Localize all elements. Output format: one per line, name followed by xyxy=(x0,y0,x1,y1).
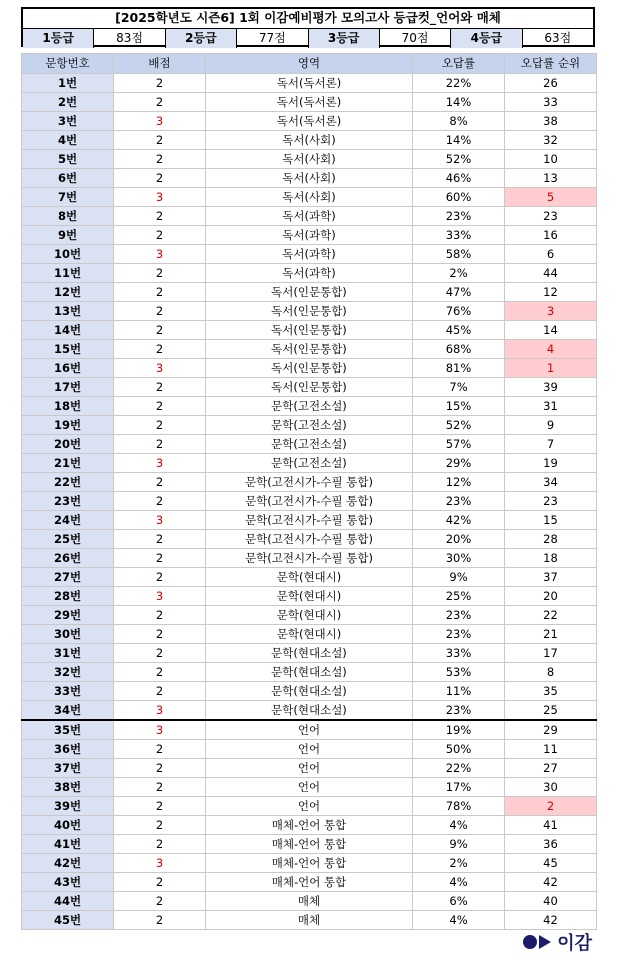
points-cell: 2 xyxy=(114,759,206,778)
question-number: 20번 xyxy=(22,435,114,454)
question-number: 2번 xyxy=(22,93,114,112)
points-cell: 2 xyxy=(114,492,206,511)
wrong-rank-cell: 10 xyxy=(505,150,597,169)
table-row xyxy=(22,207,597,226)
table-row xyxy=(22,892,597,911)
points-cell: 2 xyxy=(114,340,206,359)
table-row xyxy=(22,188,597,207)
points-cell: 2 xyxy=(114,797,206,816)
points-cell: 3 xyxy=(114,587,206,606)
egam-logo-icon xyxy=(523,935,551,949)
points-cell: 3 xyxy=(114,701,206,721)
wrong-rank-cell: 44 xyxy=(505,264,597,283)
wrong-rate-cell: 23% xyxy=(413,701,505,721)
area-cell: 문학(현대시) xyxy=(206,568,413,587)
wrong-rate-cell: 15% xyxy=(413,397,505,416)
wrong-rank-cell: 41 xyxy=(505,816,597,835)
wrong-rank-cell: 33 xyxy=(505,93,597,112)
wrong-rank-cell: 30 xyxy=(505,778,597,797)
question-number: 42번 xyxy=(22,854,114,873)
points-cell: 3 xyxy=(114,511,206,530)
area-cell: 문학(고전소설) xyxy=(206,454,413,473)
wrong-rate-cell: 12% xyxy=(413,473,505,492)
table-row xyxy=(22,492,597,511)
wrong-rate-cell: 14% xyxy=(413,131,505,150)
area-cell: 독서(사회) xyxy=(206,169,413,188)
points-cell: 2 xyxy=(114,835,206,854)
area-cell: 독서(과학) xyxy=(206,226,413,245)
wrong-rate-cell: 78% xyxy=(413,797,505,816)
question-number: 4번 xyxy=(22,131,114,150)
wrong-rank-cell: 8 xyxy=(505,663,597,682)
question-number: 32번 xyxy=(22,663,114,682)
col-header-wrong-rank: 오답률 순위 xyxy=(505,54,597,74)
table-row xyxy=(22,435,597,454)
area-cell: 문학(고전시가-수필 통합) xyxy=(206,492,413,511)
table-row xyxy=(22,720,597,740)
question-number: 6번 xyxy=(22,169,114,188)
area-cell: 언어 xyxy=(206,720,413,740)
points-cell: 2 xyxy=(114,682,206,701)
wrong-rank-cell: 36 xyxy=(505,835,597,854)
grade-label: 4등급 xyxy=(451,29,522,48)
table-row xyxy=(22,530,597,549)
area-cell: 문학(현대시) xyxy=(206,606,413,625)
wrong-rate-cell: 81% xyxy=(413,359,505,378)
points-cell: 2 xyxy=(114,530,206,549)
area-cell: 매체-언어 통합 xyxy=(206,816,413,835)
question-number: 18번 xyxy=(22,397,114,416)
wrong-rank-cell: 2 xyxy=(505,797,597,816)
col-header-wrong-rate: 오답률 xyxy=(413,54,505,74)
table-row xyxy=(22,245,597,264)
table-row xyxy=(22,359,597,378)
points-cell: 2 xyxy=(114,131,206,150)
question-number: 39번 xyxy=(22,797,114,816)
question-number: 22번 xyxy=(22,473,114,492)
grade-score: 77점 xyxy=(237,29,308,48)
wrong-rate-cell: 33% xyxy=(413,644,505,663)
wrong-rate-cell: 60% xyxy=(413,188,505,207)
wrong-rate-cell: 47% xyxy=(413,283,505,302)
area-cell: 독서(과학) xyxy=(206,207,413,226)
table-row xyxy=(22,321,597,340)
wrong-rate-cell: 11% xyxy=(413,682,505,701)
question-number: 23번 xyxy=(22,492,114,511)
wrong-rate-cell: 2% xyxy=(413,264,505,283)
table-row xyxy=(22,378,597,397)
wrong-rank-cell: 45 xyxy=(505,854,597,873)
table-row xyxy=(22,283,597,302)
area-cell: 독서(독서론) xyxy=(206,93,413,112)
question-table xyxy=(21,53,597,930)
area-cell: 문학(현대시) xyxy=(206,587,413,606)
wrong-rate-cell: 23% xyxy=(413,492,505,511)
wrong-rank-cell: 9 xyxy=(505,416,597,435)
table-row xyxy=(22,568,597,587)
wrong-rate-cell: 4% xyxy=(413,816,505,835)
points-cell: 3 xyxy=(114,720,206,740)
area-cell: 매체-언어 통합 xyxy=(206,854,413,873)
wrong-rank-cell: 26 xyxy=(505,74,597,93)
grade-cut-row xyxy=(23,29,593,48)
col-header-number: 문항번호 xyxy=(22,54,114,74)
points-cell: 3 xyxy=(114,112,206,131)
table-row xyxy=(22,264,597,283)
question-number: 12번 xyxy=(22,283,114,302)
points-cell: 2 xyxy=(114,892,206,911)
question-number: 10번 xyxy=(22,245,114,264)
wrong-rank-cell: 15 xyxy=(505,511,597,530)
question-number: 9번 xyxy=(22,226,114,245)
area-cell: 독서(독서론) xyxy=(206,74,413,93)
question-number: 13번 xyxy=(22,302,114,321)
wrong-rank-cell: 42 xyxy=(505,911,597,930)
area-cell: 문학(현대소설) xyxy=(206,644,413,663)
wrong-rate-cell: 4% xyxy=(413,873,505,892)
grade-cut-header xyxy=(21,7,595,47)
question-number: 21번 xyxy=(22,454,114,473)
area-cell: 독서(사회) xyxy=(206,131,413,150)
points-cell: 2 xyxy=(114,169,206,188)
area-cell: 독서(인문통합) xyxy=(206,283,413,302)
area-cell: 매체 xyxy=(206,911,413,930)
question-number: 19번 xyxy=(22,416,114,435)
area-cell: 문학(고전시가-수필 통합) xyxy=(206,511,413,530)
question-number: 26번 xyxy=(22,549,114,568)
points-cell: 2 xyxy=(114,816,206,835)
table-row xyxy=(22,587,597,606)
table-row xyxy=(22,873,597,892)
question-number: 15번 xyxy=(22,340,114,359)
wrong-rank-cell: 13 xyxy=(505,169,597,188)
wrong-rate-cell: 9% xyxy=(413,835,505,854)
area-cell: 문학(고전시가-수필 통합) xyxy=(206,549,413,568)
wrong-rank-cell: 22 xyxy=(505,606,597,625)
points-cell: 2 xyxy=(114,568,206,587)
wrong-rate-cell: 53% xyxy=(413,663,505,682)
wrong-rank-cell: 27 xyxy=(505,759,597,778)
wrong-rate-cell: 22% xyxy=(413,74,505,93)
question-number: 45번 xyxy=(22,911,114,930)
area-cell: 독서(인문통합) xyxy=(206,359,413,378)
points-cell: 2 xyxy=(114,93,206,112)
question-number: 14번 xyxy=(22,321,114,340)
wrong-rank-cell: 14 xyxy=(505,321,597,340)
area-cell: 독서(인문통합) xyxy=(206,378,413,397)
table-row xyxy=(22,740,597,759)
table-row xyxy=(22,131,597,150)
wrong-rate-cell: 9% xyxy=(413,568,505,587)
area-cell: 독서(사회) xyxy=(206,188,413,207)
wrong-rate-cell: 33% xyxy=(413,226,505,245)
table-row xyxy=(22,511,597,530)
wrong-rank-cell: 29 xyxy=(505,720,597,740)
wrong-rank-cell: 42 xyxy=(505,873,597,892)
wrong-rate-cell: 4% xyxy=(413,911,505,930)
question-number: 31번 xyxy=(22,644,114,663)
wrong-rate-cell: 20% xyxy=(413,530,505,549)
area-cell: 언어 xyxy=(206,797,413,816)
wrong-rate-cell: 29% xyxy=(413,454,505,473)
points-cell: 2 xyxy=(114,321,206,340)
wrong-rate-cell: 23% xyxy=(413,606,505,625)
points-cell: 3 xyxy=(114,454,206,473)
wrong-rank-cell: 19 xyxy=(505,454,597,473)
points-cell: 2 xyxy=(114,778,206,797)
question-number: 25번 xyxy=(22,530,114,549)
table-row xyxy=(22,74,597,93)
grade-label: 1등급 xyxy=(23,29,94,48)
wrong-rate-cell: 2% xyxy=(413,854,505,873)
points-cell: 2 xyxy=(114,226,206,245)
points-cell: 3 xyxy=(114,245,206,264)
points-cell: 2 xyxy=(114,549,206,568)
points-cell: 2 xyxy=(114,283,206,302)
wrong-rank-cell: 7 xyxy=(505,435,597,454)
table-row xyxy=(22,93,597,112)
area-cell: 문학(고전시가-수필 통합) xyxy=(206,530,413,549)
wrong-rate-cell: 42% xyxy=(413,511,505,530)
question-number: 7번 xyxy=(22,188,114,207)
wrong-rate-cell: 23% xyxy=(413,625,505,644)
wrong-rank-cell: 35 xyxy=(505,682,597,701)
wrong-rank-cell: 37 xyxy=(505,568,597,587)
wrong-rank-cell: 39 xyxy=(505,378,597,397)
area-cell: 독서(독서론) xyxy=(206,112,413,131)
grade-label: 2등급 xyxy=(166,29,237,48)
points-cell: 2 xyxy=(114,435,206,454)
question-number: 38번 xyxy=(22,778,114,797)
wrong-rate-cell: 23% xyxy=(413,207,505,226)
egam-logo xyxy=(523,929,592,955)
points-cell: 2 xyxy=(114,150,206,169)
wrong-rate-cell: 45% xyxy=(413,321,505,340)
question-number: 41번 xyxy=(22,835,114,854)
wrong-rank-cell: 21 xyxy=(505,625,597,644)
table-row xyxy=(22,911,597,930)
area-cell: 매체-언어 통합 xyxy=(206,873,413,892)
table-row xyxy=(22,473,597,492)
wrong-rate-cell: 52% xyxy=(413,150,505,169)
table-row xyxy=(22,397,597,416)
grade-score: 83점 xyxy=(94,29,165,48)
wrong-rate-cell: 52% xyxy=(413,416,505,435)
question-number: 16번 xyxy=(22,359,114,378)
question-number: 11번 xyxy=(22,264,114,283)
question-number: 29번 xyxy=(22,606,114,625)
wrong-rate-cell: 58% xyxy=(413,245,505,264)
wrong-rate-cell: 14% xyxy=(413,93,505,112)
wrong-rank-cell: 4 xyxy=(505,340,597,359)
question-number: 44번 xyxy=(22,892,114,911)
table-row xyxy=(22,701,597,721)
table-row xyxy=(22,759,597,778)
question-number: 34번 xyxy=(22,701,114,721)
points-cell: 2 xyxy=(114,625,206,644)
question-number: 8번 xyxy=(22,207,114,226)
area-cell: 언어 xyxy=(206,759,413,778)
area-cell: 언어 xyxy=(206,740,413,759)
grade-label: 3등급 xyxy=(309,29,380,48)
wrong-rank-cell: 6 xyxy=(505,245,597,264)
table-row xyxy=(22,416,597,435)
question-number: 43번 xyxy=(22,873,114,892)
table-row xyxy=(22,682,597,701)
table-row xyxy=(22,835,597,854)
table-row xyxy=(22,797,597,816)
question-number: 33번 xyxy=(22,682,114,701)
points-cell: 2 xyxy=(114,264,206,283)
wrong-rank-cell: 23 xyxy=(505,492,597,511)
question-number: 40번 xyxy=(22,816,114,835)
wrong-rate-cell: 25% xyxy=(413,587,505,606)
area-cell: 매체 xyxy=(206,892,413,911)
wrong-rank-cell: 23 xyxy=(505,207,597,226)
wrong-rate-cell: 19% xyxy=(413,720,505,740)
wrong-rank-cell: 28 xyxy=(505,530,597,549)
table-row xyxy=(22,112,597,131)
col-header-area: 영역 xyxy=(206,54,413,74)
table-row xyxy=(22,226,597,245)
area-cell: 문학(고전소설) xyxy=(206,435,413,454)
page-title: [2025학년도 시즌6] 1회 이감예비평가 모의고사 등급컷_언어와 매체 xyxy=(23,9,593,29)
area-cell: 문학(현대소설) xyxy=(206,663,413,682)
wrong-rank-cell: 31 xyxy=(505,397,597,416)
points-cell: 2 xyxy=(114,302,206,321)
wrong-rate-cell: 6% xyxy=(413,892,505,911)
area-cell: 독서(인문통합) xyxy=(206,302,413,321)
points-cell: 2 xyxy=(114,74,206,93)
wrong-rank-cell: 3 xyxy=(505,302,597,321)
question-number: 24번 xyxy=(22,511,114,530)
wrong-rate-cell: 30% xyxy=(413,549,505,568)
table-row xyxy=(22,854,597,873)
area-cell: 독서(인문통합) xyxy=(206,340,413,359)
grade-score: 63점 xyxy=(544,31,572,45)
points-cell: 2 xyxy=(114,663,206,682)
wrong-rate-cell: 76% xyxy=(413,302,505,321)
table-row xyxy=(22,549,597,568)
points-cell: 2 xyxy=(114,911,206,930)
table-row xyxy=(22,663,597,682)
area-cell: 언어 xyxy=(206,778,413,797)
points-cell: 2 xyxy=(114,644,206,663)
points-cell: 2 xyxy=(114,740,206,759)
points-cell: 2 xyxy=(114,416,206,435)
wrong-rate-cell: 46% xyxy=(413,169,505,188)
table-row xyxy=(22,150,597,169)
wrong-rank-cell: 12 xyxy=(505,283,597,302)
logo-text: 이감 xyxy=(557,933,592,954)
points-cell: 3 xyxy=(114,188,206,207)
area-cell: 독서(과학) xyxy=(206,245,413,264)
area-cell: 문학(현대소설) xyxy=(206,701,413,721)
area-cell: 독서(과학) xyxy=(206,264,413,283)
table-row xyxy=(22,778,597,797)
question-number: 3번 xyxy=(22,112,114,131)
points-cell: 3 xyxy=(114,359,206,378)
question-number: 36번 xyxy=(22,740,114,759)
table-header-row xyxy=(22,54,597,74)
wrong-rank-cell: 11 xyxy=(505,740,597,759)
wrong-rate-cell: 22% xyxy=(413,759,505,778)
wrong-rank-cell: 18 xyxy=(505,549,597,568)
table-row xyxy=(22,454,597,473)
wrong-rate-cell: 57% xyxy=(413,435,505,454)
points-cell: 2 xyxy=(114,873,206,892)
area-cell: 문학(현대시) xyxy=(206,625,413,644)
area-cell: 문학(현대소설) xyxy=(206,682,413,701)
wrong-rate-cell: 8% xyxy=(413,112,505,131)
wrong-rank-cell: 1 xyxy=(505,359,597,378)
points-cell: 2 xyxy=(114,207,206,226)
wrong-rank-cell: 25 xyxy=(505,701,597,721)
question-number: 27번 xyxy=(22,568,114,587)
wrong-rank-cell: 17 xyxy=(505,644,597,663)
wrong-rank-cell: 40 xyxy=(505,892,597,911)
area-cell: 문학(고전시가-수필 통합) xyxy=(206,473,413,492)
col-header-points: 배점 xyxy=(114,54,206,74)
question-number: 17번 xyxy=(22,378,114,397)
points-cell: 2 xyxy=(114,606,206,625)
table-row xyxy=(22,302,597,321)
table-row xyxy=(22,816,597,835)
table-row xyxy=(22,606,597,625)
question-number: 37번 xyxy=(22,759,114,778)
points-cell: 3 xyxy=(114,854,206,873)
question-number: 5번 xyxy=(22,150,114,169)
table-row xyxy=(22,340,597,359)
area-cell: 문학(고전소설) xyxy=(206,397,413,416)
question-number: 1번 xyxy=(22,74,114,93)
points-cell: 2 xyxy=(114,473,206,492)
wrong-rate-cell: 17% xyxy=(413,778,505,797)
area-cell: 문학(고전소설) xyxy=(206,416,413,435)
question-number: 35번 xyxy=(22,720,114,740)
question-number: 30번 xyxy=(22,625,114,644)
wrong-rank-cell: 5 xyxy=(505,188,597,207)
wrong-rank-cell: 32 xyxy=(505,131,597,150)
area-cell: 독서(사회) xyxy=(206,150,413,169)
wrong-rate-cell: 68% xyxy=(413,340,505,359)
grade-score: 70점 xyxy=(380,29,451,48)
area-cell: 독서(인문통합) xyxy=(206,321,413,340)
table-row xyxy=(22,625,597,644)
wrong-rank-cell: 38 xyxy=(505,112,597,131)
question-number: 28번 xyxy=(22,587,114,606)
wrong-rank-cell: 20 xyxy=(505,587,597,606)
points-cell: 2 xyxy=(114,378,206,397)
points-cell: 2 xyxy=(114,397,206,416)
table-row xyxy=(22,644,597,663)
wrong-rank-cell: 34 xyxy=(505,473,597,492)
area-cell: 매체-언어 통합 xyxy=(206,835,413,854)
table-row xyxy=(22,169,597,188)
wrong-rate-cell: 7% xyxy=(413,378,505,397)
wrong-rank-cell: 16 xyxy=(505,226,597,245)
wrong-rate-cell: 50% xyxy=(413,740,505,759)
